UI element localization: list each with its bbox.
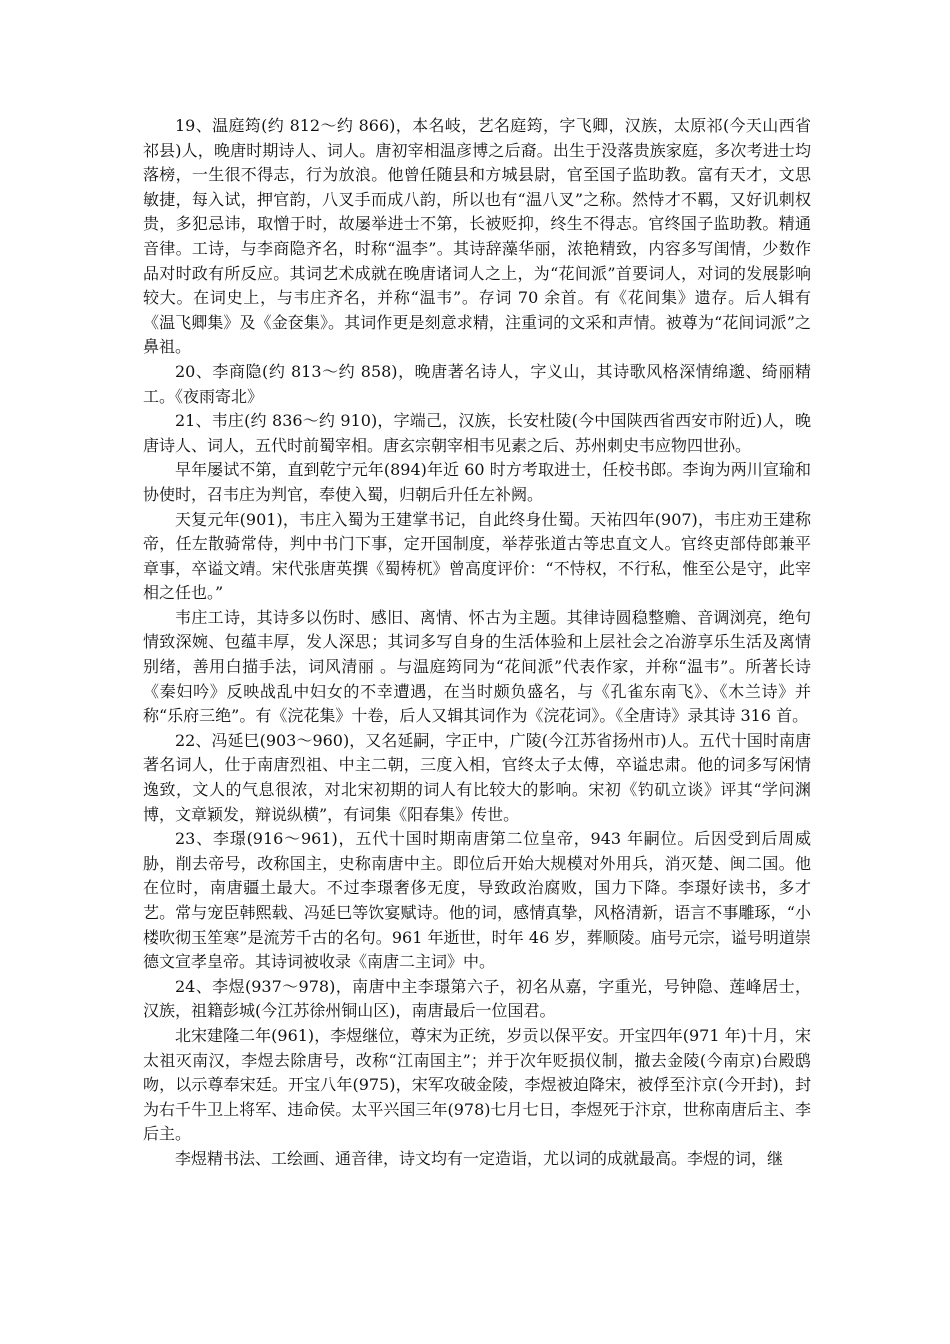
paragraph-wen-tingyun: 19、温庭筠(约 812～约 866)，本名岐，艺名庭筠，字飞卿，汉族，太原祁(今天山西省祁县)人，晚唐时期诗人、词人。唐初宰相温彦博之后裔。出生于没落贵族家庭，多次考进士均落榜，一生很不得志，行为放浪。他曾任随县和方城县尉，官至国子监助教。富有天才，文思敏捷，每入试，押官韵，八叉手而成八韵，所以也有“温八叉”之称。然恃才不羁，又好讥刺权贵，多犯忌讳，取憎于时，故屡举进士不第，长被贬抑，终生不得志。官终国子监助教。精通音律。工诗，与李商隐齐名，时称“温李”。其诗辞藻华丽，浓艳精致，内容多写闺情，少数作品对时政有所反应。其词艺术成就在晚唐诸词人之上，为“花间派”首要词人，对词的发展影响较大。在词史上，与韦庄齐名，并称“温韦”。存词 70 余首。有《花间集》遗存。后人辑有《温飞卿集》及《金奁集》。其词作更是刻意求精，注重词的文采和声情。被尊为“花间词派”之鼻祖。 [143, 116, 811, 357]
paragraph-li-yu-arts: 李煜精书法、工绘画、通音律，诗文均有一定造诣，尤以词的成就最高。李煜的词，继 [175, 1148, 784, 1168]
paragraph-li-yu-reign: 北宋建隆二年(961)，李煜继位，尊宋为正统，岁贡以保平安。开宝四年(971 年)十月，宋太祖灭南汉，李煜去除唐号，改称“江南国主”；并于次年贬损仪制，撤去金陵(今南京)台殿鸱吻，以示尊奉宋廷。开宝八年(975)，宋军攻破金陵，李煜被迫降宋，被俘至汴京(今开封)，封为右千牛卫上将军、违命侯。太平兴国三年(978)七月七日，李煜死于汴京，世称南唐后主、李后主。 [143, 1025, 811, 1144]
paragraph-li-yu-intro: 24、李煜(937～978)，南唐中主李璟第六子，初名从嘉，字重光，号钟隐、莲峰居士，汉族，祖籍彭城(今江苏徐州铜山区)，南唐最后一位国君。 [143, 976, 811, 1021]
paragraph-wei-zhuang-poetry: 韦庄工诗，其诗多以伤时、感旧、离情、怀古为主题。其律诗圆稳整赡、音调浏亮，绝句情致深婉、包蕴丰厚，发人深思；其词多写自身的生活体验和上层社会之冶游享乐生活及离情别绪，善用白描手法，词风清丽 。与温庭筠同为“花间派”代表作家，并称“温韦”。所著长诗《秦妇吟》反映战乱中妇女的不幸遭遇，在当时颇负盛名，与《孔雀东南飞》、《木兰诗》并称“乐府三绝”。有《浣花集》十卷，后人又辑其词作为《浣花词》。《全唐诗》录其诗 316 首。 [143, 607, 811, 726]
paragraph-wei-zhuang-intro: 21、韦庄(约 836～约 910)，字端己，汉族，长安杜陵(今中国陕西省西安市附近)人，晚唐诗人、词人，五代时前蜀宰相。唐玄宗朝宰相韦见素之后、苏州刺史韦应物四世孙。 [143, 411, 811, 455]
paragraph-li-jing: 23、李璟(916～961)，五代十国时期南唐第二位皇帝，943 年嗣位。后因受到后周威胁，削去帝号，改称国主，史称南唐中主。即位后开始大规模对外用兵，消灭楚、闽二国。他在位时，南唐疆土最大。不过李璟奢侈无度，导致政治腐败，国力下降。李璟好读书，多才艺。常与宠臣韩熙载、冯延巳等饮宴赋诗。他的词，感情真挚，风格清新，语言不事雕琢，“小楼吹彻玉笙寒”是流芳千古的名句。961 年逝世，时年 46 岁，葬顺陵。庙号元宗，谥号明道崇德文宣孝皇帝。其诗词被收录《南唐二主词》中。 [143, 829, 811, 972]
paragraph-wei-zhuang-shu: 天复元年(901)，韦庄入蜀为王建掌书记，自此终身仕蜀。天祐四年(907)，韦庄劝王建称帝，任左散骑常侍，判中书门下事，定开国制度，举荐张道古等忠直文人。官终吏部侍郎兼平章事，卒谥文靖。宋代张唐英撰《蜀梼杌》曾高度评价：“不恃权，不行私，惟至公是守，此宰相之任也。” [143, 509, 811, 603]
paragraph-feng-yansi: 22、冯延巳(903～960)，又名延嗣，字正中，广陵(今江苏省扬州市)人。五代十国时南唐著名词人，仕于南唐烈祖、中主二朝，三度入相，官终太子太傅，卒谥忠肃。他的词多写闲情逸致，文人的气息很浓，对北宋初期的词人有比较大的影响。宋初《钓矶立谈》评其“学问渊博，文章颖发，辩说纵横”，有词集《阳春集》传世。 [143, 730, 811, 824]
paragraph-li-shangyin: 20、李商隐(约 813～约 858)，晚唐著名诗人，字义山，其诗歌风格深情绵邈、绮丽精工。《夜雨寄北》 [143, 361, 811, 406]
paragraph-wei-zhuang-early: 早年屡试不第，直到乾宁元年(894)年近 60 时方考取进士，任校书郎。李询为两川宣瑜和协使时，召韦庄为判官，奉使入蜀，归朝后升任左补阙。 [143, 460, 811, 504]
document-page [143, 114, 811, 1172]
